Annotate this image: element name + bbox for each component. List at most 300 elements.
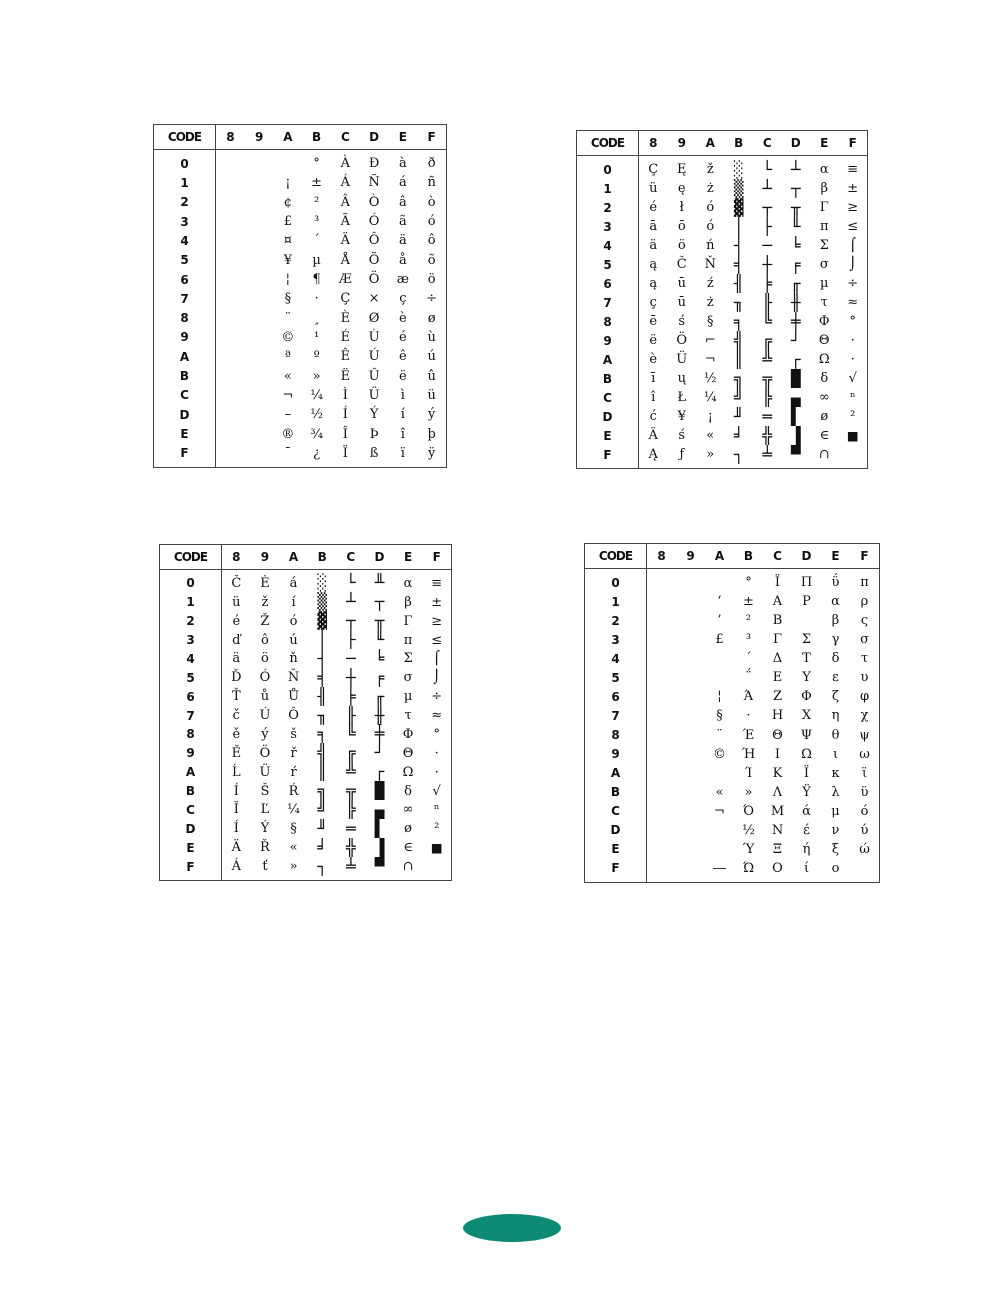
character-cell: ≡: [431, 575, 443, 591]
character-cell: ┼: [345, 667, 356, 687]
character-cell: Χ: [801, 708, 812, 724]
character-cell: ²: [314, 194, 320, 210]
character-cell: ω: [859, 746, 870, 762]
character-cell: ½: [742, 822, 755, 838]
character-cell: ²: [745, 613, 752, 629]
character-cell: [216, 154, 245, 173]
character-cell: ö: [427, 272, 436, 288]
character-cell: °: [433, 726, 440, 742]
character-cell: ⌠: [433, 651, 441, 667]
character-cell: ╬: [762, 425, 773, 445]
character-cell: Ö: [368, 272, 380, 288]
character-cell: ³: [745, 632, 752, 648]
character-cell: ╢: [317, 686, 327, 706]
character-cell: Ĺ: [231, 764, 241, 780]
character-cell: ó: [706, 219, 715, 234]
character-cell: ╟: [762, 292, 773, 312]
character-cell: ╕: [733, 311, 744, 331]
character-cell: [676, 821, 705, 840]
character-cell: [216, 251, 245, 270]
character-cell: Ž: [260, 613, 270, 629]
character-cell: ¡: [707, 409, 713, 424]
row-label: 3: [186, 633, 195, 648]
character-cell: [705, 573, 734, 592]
character-cell: ├: [762, 216, 773, 236]
character-cell: Ç: [340, 291, 351, 307]
character-cell: »: [706, 447, 715, 462]
character-cell: ξ: [831, 841, 840, 857]
character-cell: η: [831, 708, 840, 724]
character-cell: ∞: [402, 802, 414, 818]
character-cell: ·: [434, 745, 439, 761]
character-cell: ó: [427, 214, 436, 230]
character-cell: [245, 347, 274, 366]
character-cell: ╩: [762, 349, 773, 369]
row-label: D: [602, 409, 613, 424]
character-cell: [245, 212, 274, 231]
character-cell: Æ: [338, 272, 352, 288]
character-cell: β: [820, 181, 828, 196]
row-label: 4: [603, 238, 612, 253]
row-label: B: [602, 371, 613, 386]
character-cell: ď: [232, 632, 241, 648]
row-label: D: [179, 407, 190, 422]
character-cell: ╡: [317, 667, 327, 687]
character-cell: ¬: [704, 352, 716, 367]
character-cell: Â: [340, 194, 351, 210]
character-cell: └: [762, 159, 773, 179]
character-cell: Έ: [742, 727, 755, 743]
character-cell: [245, 366, 274, 385]
column-header: 8: [226, 130, 235, 144]
character-cell: µ: [403, 689, 413, 705]
code-table-bottom-left: [159, 544, 452, 881]
character-cell: [676, 802, 705, 821]
character-cell: Ú: [368, 349, 380, 365]
character-cell: «: [715, 784, 724, 800]
row-label: 6: [603, 276, 612, 291]
character-cell: ý: [261, 726, 269, 742]
character-cell: [647, 687, 676, 706]
character-cell: [705, 764, 734, 783]
character-cell: È: [340, 310, 351, 326]
column-header: 8: [657, 549, 666, 563]
row-label: F: [180, 446, 189, 461]
character-cell: ¼: [703, 390, 717, 405]
character-cell: ã: [398, 214, 407, 230]
character-cell: Ř: [260, 840, 270, 856]
character-cell: ┴: [762, 178, 773, 198]
character-cell: á: [289, 575, 298, 591]
column-header: C: [773, 549, 782, 563]
character-cell: ½: [310, 407, 323, 423]
character-cell: π: [860, 575, 869, 591]
character-cell: ή: [802, 841, 811, 857]
character-cell: Θ: [402, 745, 414, 761]
character-cell: [245, 231, 274, 250]
character-cell: [422, 857, 451, 876]
row-label: 7: [603, 295, 612, 310]
character-cell: ß: [369, 445, 379, 461]
character-cell: ï: [400, 445, 405, 461]
character-cell: ©: [713, 746, 726, 762]
character-cell: Ω: [801, 746, 812, 762]
character-cell: ų: [677, 371, 686, 386]
character-cell: [647, 706, 676, 725]
row-label: A: [602, 352, 613, 367]
character-cell: ¸: [313, 310, 320, 326]
character-cell: Ĭ: [233, 802, 239, 818]
character-cell: ╦: [345, 781, 356, 801]
row-label: 4: [186, 651, 195, 666]
character-cell: ń: [706, 238, 715, 253]
character-cell: Ò: [368, 194, 380, 210]
character-cell: [245, 251, 274, 270]
character-cell: [216, 347, 245, 366]
character-cell: ║: [317, 762, 327, 782]
character-cell: [676, 706, 705, 725]
character-cell: ©: [281, 329, 295, 345]
character-cell: î: [400, 426, 405, 442]
character-cell: ¦: [717, 689, 722, 705]
character-cell: Ù: [368, 329, 380, 345]
character-cell: ╜: [733, 406, 744, 426]
character-cell: [705, 649, 734, 668]
character-cell: ά: [802, 803, 811, 819]
character-cell: ²: [434, 821, 440, 837]
character-cell: ─: [345, 648, 356, 668]
character-cell: μ: [831, 803, 840, 819]
character-cell: ς: [860, 613, 869, 629]
character-cell: Ϊ: [803, 765, 810, 781]
character-cell: σ: [403, 670, 413, 686]
character-cell: ŕ: [290, 764, 297, 780]
character-cell: ż: [706, 295, 714, 310]
character-cell: ╧: [345, 856, 356, 876]
character-cell: ⁿ: [849, 390, 856, 405]
row-label: 3: [180, 214, 189, 229]
character-cell: Ρ: [802, 594, 811, 610]
character-cell: ë: [649, 333, 658, 348]
character-cell: ▐: [790, 425, 801, 445]
character-cell: ÷: [431, 689, 443, 705]
character-cell: è: [399, 310, 407, 326]
character-cell: ╚: [762, 311, 773, 331]
column-header: E: [403, 550, 413, 564]
character-cell: ─: [762, 235, 773, 255]
character-cell: é: [649, 200, 658, 215]
character-cell: ∈: [819, 428, 830, 443]
character-cell: ▒: [317, 592, 327, 612]
row-label: A: [610, 766, 621, 781]
character-cell: ╛: [317, 837, 327, 857]
character-cell: √: [848, 371, 857, 386]
row-label: E: [180, 427, 189, 442]
row-label: 7: [186, 708, 195, 723]
column-header: E: [820, 136, 829, 150]
character-cell: ╩: [345, 762, 356, 782]
character-cell: º: [313, 349, 320, 365]
character-cell: ž: [261, 594, 269, 610]
character-cell: é: [399, 329, 407, 345]
character-cell: ś: [678, 314, 686, 329]
row-label: C: [186, 802, 195, 817]
character-cell: [245, 154, 274, 173]
row-label: 7: [180, 291, 189, 306]
character-cell: ª: [284, 349, 291, 365]
character-cell: [216, 444, 245, 463]
character-grid: [647, 569, 879, 882]
character-cell: ╫: [790, 292, 801, 312]
character-cell: ć: [649, 409, 657, 424]
character-cell: [647, 592, 676, 611]
character-cell: Č: [676, 257, 687, 272]
character-cell: ∩: [402, 859, 414, 875]
code-label: CODE: [160, 545, 222, 569]
character-cell: έ: [803, 822, 810, 838]
character-cell: ┴: [345, 592, 356, 612]
character-cell: Í: [233, 783, 239, 799]
column-header: 9: [686, 549, 695, 563]
character-cell: »: [289, 859, 298, 875]
character-cell: ρ: [860, 594, 869, 610]
column-header: C: [346, 550, 356, 564]
column-header: D: [801, 549, 812, 563]
table-header: [577, 131, 867, 156]
character-cell: Ą: [648, 447, 658, 462]
character-cell: σ: [819, 257, 829, 272]
character-cell: ¨: [716, 727, 723, 743]
character-cell: γ: [831, 632, 840, 648]
character-cell: Φ: [818, 314, 830, 329]
character-cell: ϊ: [861, 765, 868, 781]
row-label: E: [603, 428, 612, 443]
character-cell: Ä: [648, 428, 658, 443]
character-cell: [850, 859, 879, 878]
character-cell: [676, 726, 705, 745]
character-cell: ø: [427, 310, 436, 326]
row-label: 0: [611, 575, 620, 590]
character-cell: Ï: [342, 445, 348, 461]
character-cell: [676, 668, 705, 687]
character-cell: ą: [649, 257, 658, 272]
character-cell: [245, 309, 274, 328]
row-labels: [154, 150, 216, 467]
character-cell: [839, 445, 868, 464]
row-label: E: [611, 842, 620, 857]
character-cell: Κ: [772, 765, 783, 781]
row-label: D: [185, 821, 196, 836]
character-cell: Ð: [368, 156, 380, 172]
character-cell: Å: [340, 252, 351, 268]
character-cell: ╝: [317, 799, 327, 819]
character-cell: ½: [703, 371, 717, 386]
character-cell: ¼: [310, 387, 323, 403]
row-label: 1: [186, 595, 195, 610]
character-cell: Ť: [231, 689, 241, 705]
row-label: 8: [611, 728, 620, 743]
character-cell: ¨: [284, 310, 292, 326]
character-cell: ϋ: [860, 784, 869, 800]
character-cell: ź: [706, 276, 714, 291]
character-cell: Ύ: [742, 841, 755, 857]
character-cell: [647, 783, 676, 802]
character-cell: Ł: [677, 390, 687, 405]
column-header: F: [860, 549, 869, 563]
code-label: CODE: [577, 131, 639, 155]
character-cell: ═: [762, 406, 773, 426]
character-cell: Ό: [743, 803, 754, 819]
character-cell: ╟: [345, 705, 356, 725]
character-cell: κ: [831, 765, 840, 781]
character-cell: [245, 386, 274, 405]
character-cell: [647, 611, 676, 630]
character-cell: [647, 821, 676, 840]
column-header: 9: [677, 136, 686, 150]
character-cell: ┤: [317, 648, 327, 668]
character-cell: Ω: [818, 352, 830, 367]
column-header: A: [283, 130, 293, 144]
character-cell: ¦: [285, 272, 291, 288]
character-cell: ü: [427, 387, 436, 403]
character-cell: ■: [847, 425, 858, 445]
column-header: B: [743, 549, 754, 563]
character-cell: Ζ: [772, 689, 783, 705]
row-label: C: [180, 388, 189, 403]
character-cell: ╨: [374, 573, 385, 593]
character-cell: [216, 328, 245, 347]
character-cell: ≤: [847, 219, 859, 234]
character-cell: ē: [649, 314, 658, 329]
character-cell: ο: [831, 860, 840, 876]
character-cell: √: [432, 783, 441, 799]
character-cell: ÷: [426, 291, 438, 307]
character-cell: £: [283, 214, 293, 230]
character-cell: ±: [431, 594, 443, 610]
row-label: 9: [186, 746, 195, 761]
character-cell: Ã: [340, 214, 351, 230]
character-cell: ψ: [859, 727, 870, 743]
character-cell: ¥: [283, 252, 293, 268]
character-cell: [216, 386, 245, 405]
character-cell: č: [232, 708, 240, 724]
character-cell: β: [831, 613, 840, 629]
row-label: 0: [603, 162, 612, 177]
character-cell: ε: [832, 670, 839, 686]
row-labels: [577, 156, 639, 468]
code-table-top-right: [576, 130, 868, 469]
column-header: B: [317, 550, 327, 564]
column-header: D: [369, 130, 380, 144]
row-label: 4: [611, 651, 620, 666]
character-cell: ―: [713, 860, 726, 876]
character-cell: Γ: [403, 613, 413, 629]
code-label: CODE: [585, 544, 647, 568]
column-header: 9: [260, 550, 270, 564]
character-cell: ð: [427, 156, 436, 172]
character-cell: ū: [677, 276, 686, 291]
character-cell: Ė: [260, 575, 270, 591]
character-cell: â: [398, 194, 407, 210]
character-cell: Ί: [744, 765, 753, 781]
character-cell: ╔: [762, 330, 773, 350]
row-label: 6: [180, 272, 189, 287]
character-cell: [245, 328, 274, 347]
column-header: D: [374, 550, 385, 564]
row-label: 5: [186, 670, 195, 685]
character-cell: ╓: [374, 686, 385, 706]
character-cell: ╙: [374, 630, 385, 650]
column-header: D: [790, 136, 801, 150]
character-cell: [676, 592, 705, 611]
character-cell: Ô: [368, 233, 380, 249]
character-cell: Š: [260, 783, 270, 799]
character-cell: ╣: [317, 743, 327, 763]
column-header: A: [714, 549, 725, 563]
character-cell: Ü: [368, 387, 380, 403]
character-cell: ö: [677, 238, 686, 253]
character-cell: ô: [261, 632, 269, 648]
character-cell: λ: [831, 784, 840, 800]
character-cell: ╡: [733, 254, 744, 274]
column-header: A: [288, 550, 299, 564]
character-cell: Ě: [231, 745, 242, 761]
row-label: 8: [603, 314, 612, 329]
character-cell: █: [374, 781, 385, 801]
character-cell: ╗: [317, 781, 327, 801]
character-cell: ò: [427, 194, 436, 210]
character-cell: [245, 405, 274, 424]
character-cell: ×: [368, 291, 380, 307]
character-cell: ÿ: [427, 445, 436, 461]
character-cell: Φ: [402, 726, 414, 742]
row-label: 2: [603, 200, 612, 215]
character-cell: –: [284, 407, 292, 423]
character-cell: ī: [651, 371, 656, 386]
character-cell: ä: [232, 651, 241, 667]
character-cell: [274, 154, 303, 173]
character-cell: š: [290, 726, 297, 742]
character-cell: ▓: [317, 611, 327, 631]
character-cell: ů: [260, 689, 270, 705]
character-cell: §: [716, 708, 723, 724]
character-cell: ╓: [790, 273, 801, 293]
character-cell: æ: [396, 272, 409, 288]
character-cell: ⌡: [433, 670, 441, 686]
character-cell: ·: [850, 352, 855, 367]
row-label: F: [611, 861, 620, 876]
character-cell: [245, 270, 274, 289]
character-cell: Γ: [819, 200, 829, 215]
character-cell: Ê: [340, 349, 351, 365]
character-cell: á: [398, 175, 407, 191]
character-cell: │: [733, 216, 744, 236]
character-cell: §: [707, 314, 714, 329]
character-cell: à: [398, 156, 407, 172]
character-cell: Ϊ: [774, 575, 781, 591]
character-cell: µ: [312, 252, 321, 268]
character-cell: Ů: [288, 689, 300, 705]
character-cell: [676, 840, 705, 859]
character-cell: Ñ: [368, 175, 380, 191]
character-cell: ╧: [762, 444, 773, 464]
character-cell: ô: [427, 233, 436, 249]
character-cell: ╒: [790, 254, 801, 274]
character-cell: ┌: [790, 349, 801, 369]
row-label: 2: [180, 195, 189, 210]
row-label: 8: [180, 311, 189, 326]
character-cell: ╬: [345, 837, 356, 857]
